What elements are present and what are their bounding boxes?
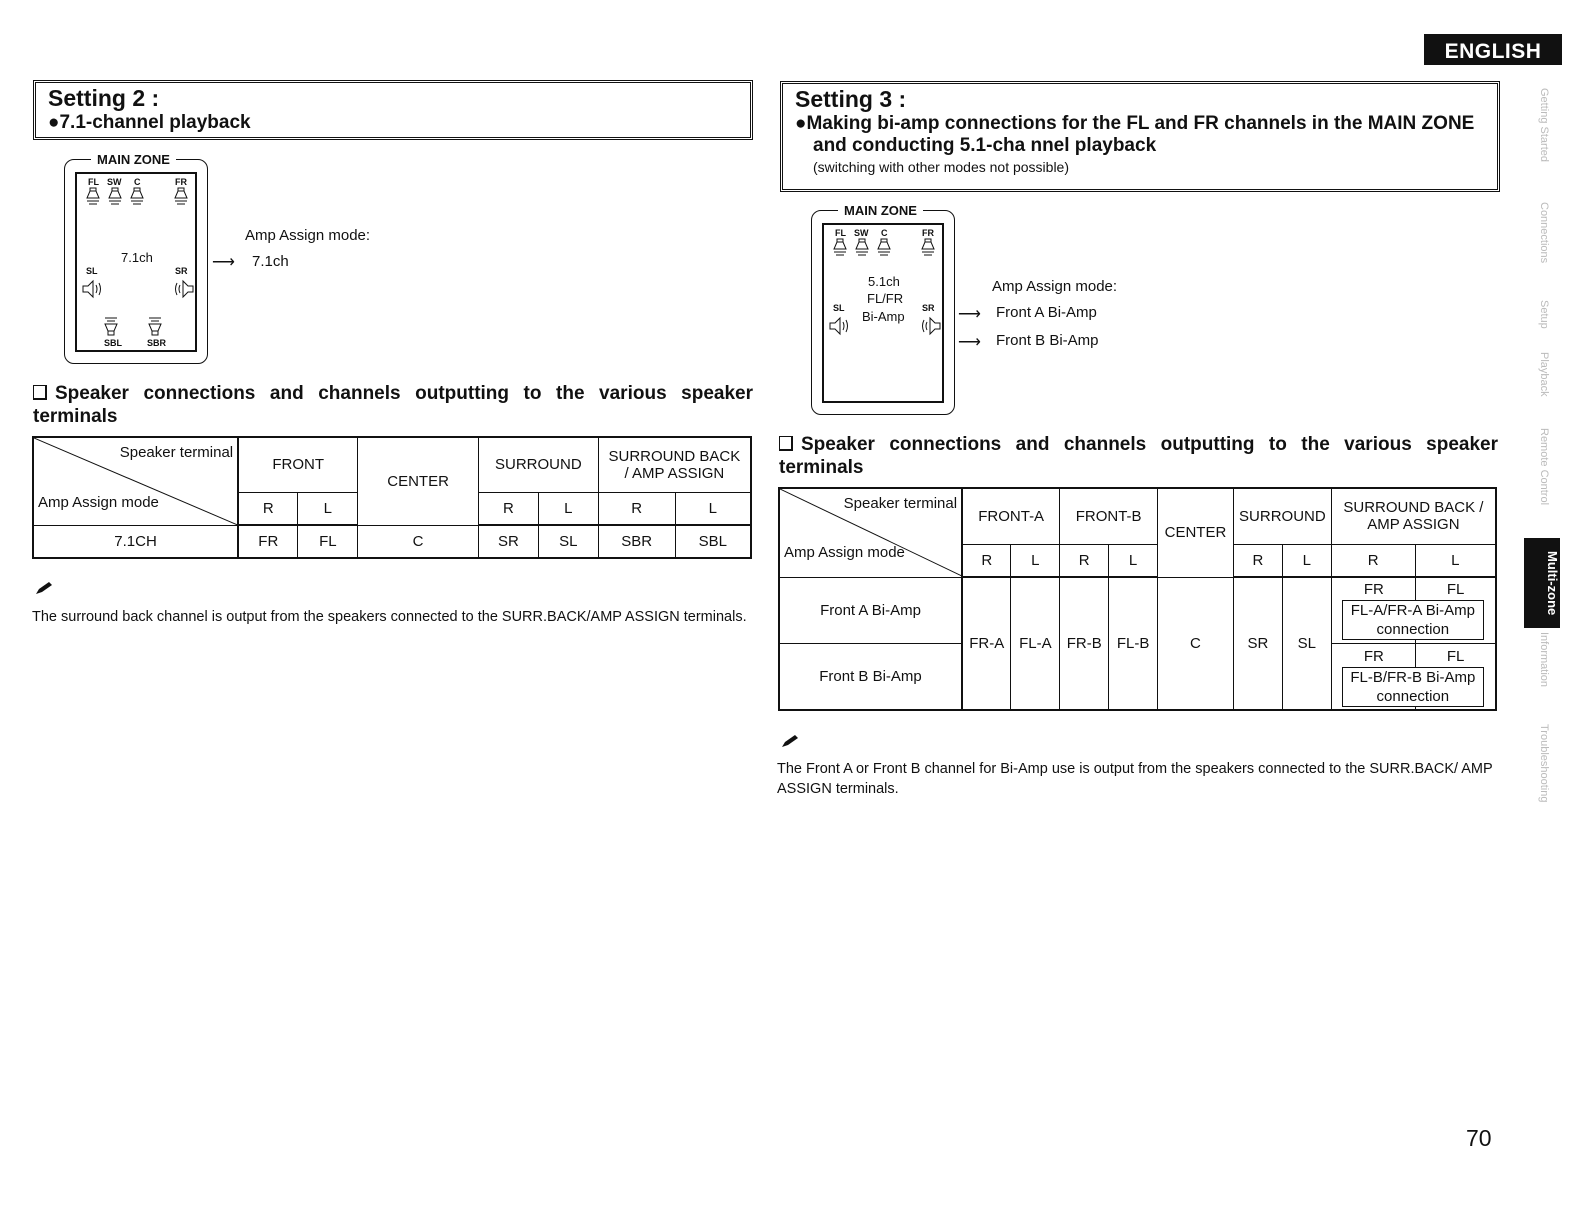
side-tabs [1528,80,1564,840]
speaker-fr-label: FR [175,177,187,187]
pencil-icon [780,733,800,749]
cell: FR-B [1060,577,1109,710]
cell: SL [538,525,598,558]
speaker-connections-heading-left [33,382,753,428]
setting-3-note: (switching with other modes not possible) [813,159,1070,175]
table-row [33,525,751,558]
setting-3-subtitle-1: ●Making bi-amp connections for the FL and FR channels in the MAIN ZONE [795,113,1475,134]
speaker-sbl-label: SBL [104,338,122,348]
speaker-sr-label: SR [175,266,188,276]
setting-2-title: Setting 2 : [48,85,160,111]
heading-text: Speaker connections and channels outputting to the various speaker terminals [779,434,1498,478]
amp-assign-mode-label: Amp Assign mode [38,493,159,511]
zone-label: MAIN ZONE [91,152,176,167]
mode-text-2: FL/FR [867,291,904,306]
col-front-b: FRONT-B [1060,488,1158,544]
side-tab-remote-control[interactable]: Remote Control [1538,428,1550,506]
setting-2-box [33,80,753,140]
col-surround-back: SURROUND BACK / AMP ASSIGN [598,437,751,492]
sub-r: R [1233,544,1282,577]
page-number: 70 [1466,1125,1492,1151]
note-right: The Front A or Front B channel for Bi-Amp use is output from the speakers connected to the SURR.BACK/ AMP ASSIGN terminals. [777,761,1493,797]
mode-text-3: Bi-Amp [862,309,905,324]
side-tab-multi-zone[interactable]: Multi-zone [1524,538,1560,628]
amp-assign-value: 7.1ch [252,253,289,270]
surround-speaker-icons [81,278,195,302]
zone-room [75,172,197,352]
zone-room [822,223,944,403]
cell: FR [238,525,298,558]
language-badge: ENGLISH [1424,34,1562,65]
checkbox-icon [779,436,793,451]
speaker-sw-label: SW [854,228,869,238]
cell: SL [1282,577,1331,710]
col-front: FRONT [238,437,358,492]
sub-l: L [1109,544,1158,577]
speaker-table-left [32,436,752,559]
speaker-terminal-label: Speaker terminal [119,444,234,461]
cell: C [1158,577,1234,710]
sub-l: L [538,492,598,525]
row-label: Front B Bi-Amp [779,644,962,710]
speaker-sbr-label: SBR [147,338,167,348]
sub-l: L [298,492,358,525]
cell: FL-B [1109,577,1158,710]
speaker-connections-heading-right [779,433,1498,479]
side-tab-information[interactable]: Information [1538,632,1550,688]
zone-label: MAIN ZONE [838,203,923,218]
cell: FL [298,525,358,558]
sub-r: R [1060,544,1109,577]
amp-assign-mode-label: Amp Assign mode [784,543,905,561]
table-row [779,577,1496,643]
arrow-icon: ⟶ [958,306,981,323]
cell: SBR [598,525,675,558]
speaker-fl-label: FL [88,177,99,187]
sub-l: L [1415,544,1496,577]
col-surround-back: SURROUND BACK / AMP ASSIGN [1331,488,1496,544]
row-label: Front A Bi-Amp [779,577,962,643]
cell: SR [478,525,538,558]
surround-back-speaker-icons [101,316,171,338]
row-label: 7.1CH [33,525,238,558]
setting-3-title: Setting 3 : [795,86,907,112]
amp-assign-value-2: Front B Bi-Amp [996,332,1099,349]
side-tab-playback[interactable]: Playback [1538,352,1550,397]
sub-r: R [962,544,1011,577]
main-zone-diagram-left [64,152,208,364]
side-tab-troubleshooting[interactable]: Troubleshooting [1538,724,1550,803]
main-zone-diagram-right [811,203,955,415]
table-diagonal-header [779,488,962,577]
bi-amp-a-l: FL [1446,581,1465,599]
surround-speaker-icons [828,315,942,339]
cell: SBL [675,525,751,558]
sub-l: L [675,492,751,525]
side-tab-setup[interactable]: Setup [1538,300,1550,329]
pencil-icon [34,580,54,596]
table-diagonal-header [33,437,238,525]
amp-assign-label: Amp Assign mode: [992,278,1118,295]
bi-amp-b-connection: FL-B/FR-B Bi-Amp connection [1342,667,1484,707]
col-front-a: FRONT-A [962,488,1060,544]
speaker-sr-label: SR [922,303,935,313]
speaker-sw-label: SW [107,177,122,187]
amp-assign-value-1: Front A Bi-Amp [996,304,1097,321]
amp-assign-label: Amp Assign mode: [245,227,371,244]
front-speaker-icons [81,187,195,207]
cell: FL-A [1011,577,1060,710]
heading-text: Speaker connections and channels outputting to the various speaker terminals [33,383,753,427]
speaker-sl-label: SL [833,303,845,313]
sub-r: R [478,492,538,525]
speaker-fl-label: FL [835,228,846,238]
speaker-c-label: C [881,228,888,238]
sub-r: R [598,492,675,525]
side-tab-getting-started[interactable]: Getting Started [1538,88,1550,162]
cell: C [358,525,479,558]
sub-l: L [1282,544,1331,577]
setting-3-subtitle-2: and conducting 5.1-cha nnel playback [813,135,1157,156]
setting-3-box [780,81,1500,192]
cell: SR [1233,577,1282,710]
note-left: The surround back channel is output from the speakers connected to the SURR.BACK/AMP ASSIGN terminals. [32,609,747,625]
speaker-c-label: C [134,177,141,187]
col-center: CENTER [358,437,479,525]
checkbox-icon [33,385,47,400]
mode-text: 7.1ch [121,250,153,265]
cell: FR-A [962,577,1011,710]
bi-amp-b-r: FR [1363,648,1384,666]
front-speaker-icons [828,238,942,258]
arrow-icon: ⟶ [212,254,235,271]
bi-amp-a-connection: FL-A/FR-A Bi-Amp connection [1342,600,1484,640]
col-center: CENTER [1158,488,1234,577]
bi-amp-cell-a [1331,577,1496,643]
sub-r: R [238,492,298,525]
speaker-sl-label: SL [86,266,98,276]
col-surround: SURROUND [1233,488,1331,544]
speaker-table-right [778,487,1497,711]
bi-amp-cell-b [1331,644,1496,710]
bi-amp-a-r: FR [1363,581,1384,599]
sub-l: L [1011,544,1060,577]
sub-r: R [1331,544,1415,577]
arrow-icon: ⟶ [958,334,981,351]
speaker-fr-label: FR [922,228,934,238]
speaker-terminal-label: Speaker terminal [843,495,958,512]
col-surround: SURROUND [478,437,598,492]
mode-text-1: 5.1ch [868,274,900,289]
side-tab-connections[interactable]: Connections [1538,202,1550,264]
setting-2-subtitle: ●7.1-channel playback [48,112,251,133]
bi-amp-b-l: FL [1446,648,1465,666]
